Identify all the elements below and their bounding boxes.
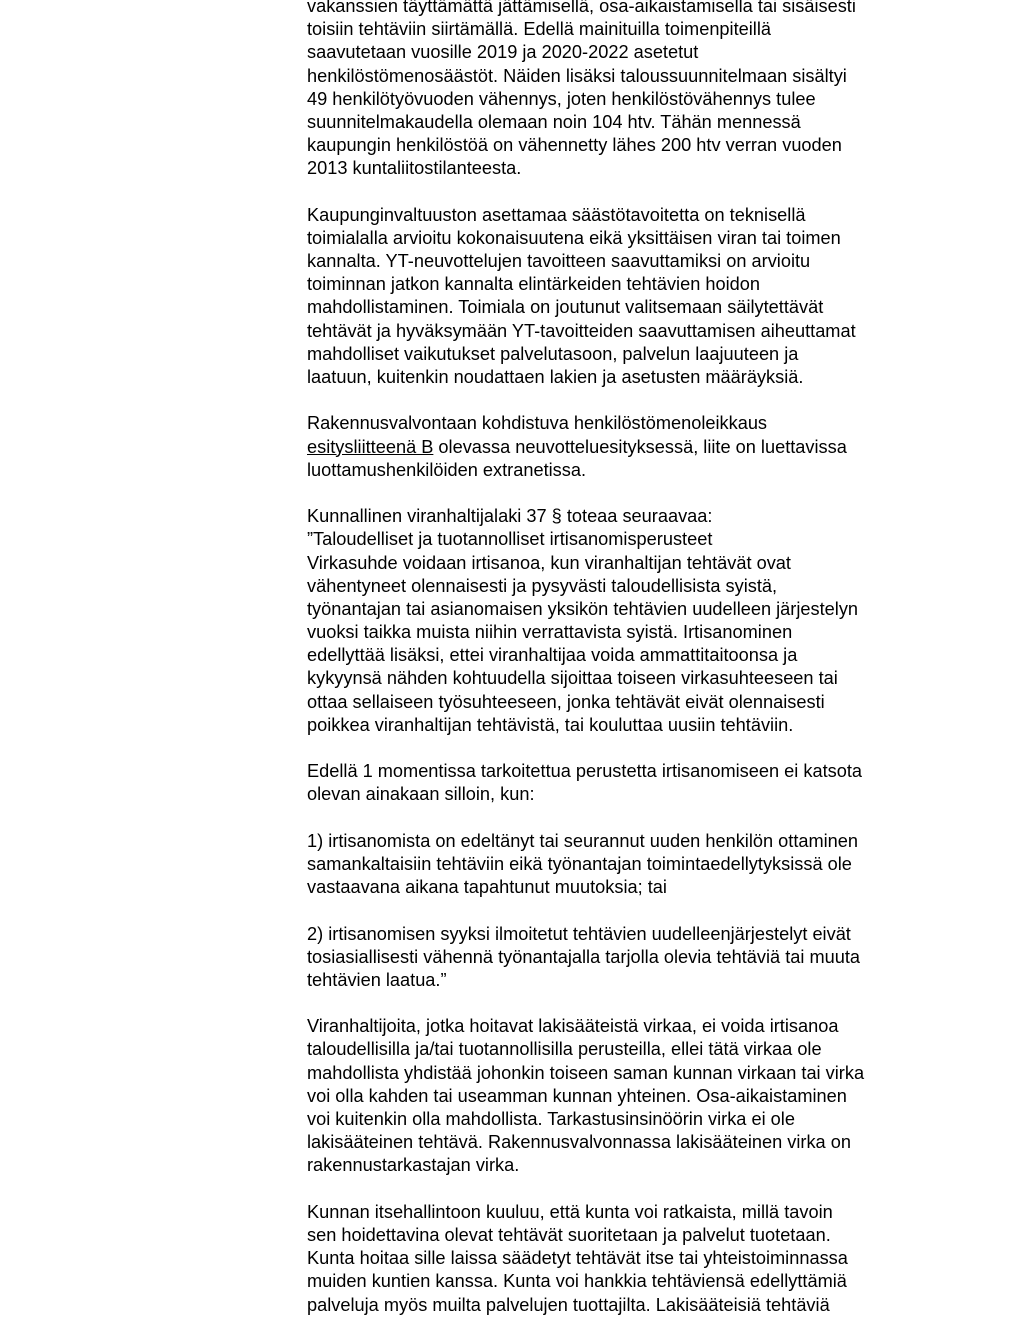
text-line: 49 henkilötyövuoden vähennys, joten henkilöstövähennys tulee — [307, 88, 816, 109]
paragraph-self-government — [307, 1201, 947, 1317]
text-line: tosiasiallisesti vähennä työnantajalla tarjolla olevia tehtäviä tai muuta — [307, 946, 861, 967]
paragraph-spacer — [307, 1178, 947, 1201]
text-line: poikkea viranhaltijan tehtävistä, tai kouluttaa uusiin tehtäviin. — [307, 714, 794, 735]
text-line: ”Taloudelliset ja tuotannolliset irtisanomisperusteet — [307, 529, 713, 550]
text-line: mahdollista yhdistää johonkin toiseen saman kunnan virkaan tai virka — [307, 1062, 865, 1083]
text-line — [307, 436, 947, 459]
text-line: tehtävien laatua.” — [307, 969, 447, 990]
text-line: olevan ainakaan silloin, kun: — [307, 784, 535, 805]
text-line-rest: olevassa neuvotteluesityksessä, liite on luettavissa — [433, 436, 847, 457]
text-line: toimialalla arvioitu kokonaisuutena eikä yksittäisen viran tai toimen — [307, 227, 841, 248]
text-line: edellyttää lisäksi, ettei viranhaltijaa voida ammattitaitoonsa ja — [307, 645, 798, 666]
attachment-b-link[interactable]: esitysliitteenä B — [307, 436, 434, 457]
text-line: lakisääteinen tehtävä. Rakennusvalvonnassa lakisääteinen virka on — [307, 1132, 851, 1153]
text-line: Kaupunginvaltuuston asettamaa säästötavoitetta on teknisellä — [307, 204, 806, 225]
text-line: ottaa sellaiseen työsuhteeseen, jonka tehtävät eivät olennaisesti — [307, 691, 825, 712]
text-line: vähentyneet olennaisesti ja pysyvästi taloudellisista syistä, — [307, 575, 778, 596]
text-line: työnantajan tai asianomaisen yksikön tehtävien uudelleen järjestelyn — [307, 598, 859, 619]
text-line: Kunnan itsehallintoon kuuluu, että kunta voi ratkaista, millä tavoin — [307, 1201, 833, 1222]
text-line: voi kuitenkin olla mahdollista. Tarkastusinsinöörin virka ei ole — [307, 1109, 795, 1129]
text-line: Kunnallinen viranhaltijalaki 37 § toteaa seuraavaa: — [307, 506, 713, 527]
text-line: Edellä 1 momentissa tarkoitettua perustetta irtisanomiseen ei katsota — [307, 761, 863, 782]
text-line: muiden kuntien kanssa. Kunta voi hankkia tehtäviensä edellyttämiä — [307, 1271, 847, 1292]
paragraph-savings-target — [307, 204, 947, 390]
text-line: Rakennusvalvontaan kohdistuva henkilöstömenoleikkaus — [307, 413, 768, 434]
paragraph-building-control-cut — [307, 412, 947, 482]
paragraph-statutory-office — [307, 1015, 947, 1177]
text-line: saavutetaan vuosille 2019 ja 2020-2022 asetetut — [307, 42, 699, 63]
text-line: mahdolliset vaikutukset palvelutasoon, palvelun laajuuteen ja — [307, 343, 799, 364]
text-line: Viranhaltijoita, jotka hoitavat lakisääteistä virkaa, ei voida irtisanoa — [307, 1016, 839, 1037]
text-line: rakennustarkastajan virka. — [307, 1155, 520, 1176]
text-line: laatuun, kuitenkin noudattaen lakien ja asetusten määräyksiä. — [307, 367, 804, 387]
text-line: palveluja myös muilta palvelujen tuottajilta. Lakisääteisiä tehtäviä — [307, 1294, 830, 1315]
text-line: sen hoidettavina olevat tehtävät suoritetaan ja palvelut tuotetaan. — [307, 1224, 831, 1245]
text-line: toisiin tehtäviin siirtämällä. Edellä mainituilla toimenpiteillä — [307, 19, 771, 40]
text-line: 2013 kuntaliitostilanteesta. — [307, 158, 522, 179]
paragraph-spacer — [307, 181, 947, 204]
paragraph-spacer — [307, 992, 947, 1015]
text-line: henkilöstömenosäästöt. Näiden lisäksi taloussuunnitelmaan sisältyi — [307, 65, 847, 86]
text-line: vakanssien täyttämättä jättämisellä, osa-aikaistamisella tai sisäisesti — [307, 0, 856, 16]
document-body — [307, 0, 947, 1317]
paragraph-item-2 — [307, 923, 947, 993]
text-line: samankaltaisiin tehtäviin eikä työnantajan toimintaedellytyksissä ole — [307, 853, 852, 874]
paragraph-law-quote — [307, 505, 947, 737]
paragraph-spacer — [307, 737, 947, 760]
text-line: kannalta. YT-neuvottelujen tavoitteen saavuttamiksi on arvioitu — [307, 251, 811, 272]
paragraph-spacer — [307, 899, 947, 922]
text-line: Virkasuhde voidaan irtisanoa, kun viranhaltijan tehtävät ovat — [307, 552, 791, 573]
text-line: vastaavana aikana tapahtunut muutoksia; tai — [307, 877, 667, 898]
text-line: kaupungin henkilöstöä on vähennetty lähes 200 htv verran vuoden — [307, 135, 842, 156]
text-line: suunnitelmakaudella olemaan noin 104 htv. Tähän mennessä — [307, 111, 801, 132]
paragraph-spacer — [307, 807, 947, 830]
text-line: 1) irtisanomista on edeltänyt tai seurannut uuden henkilön ottaminen — [307, 830, 859, 851]
paragraph-staff-savings — [307, 0, 947, 181]
text-line: toiminnan jatkon kannalta elintärkeiden tehtävien hoidon — [307, 274, 760, 295]
text-line: mahdollistaminen. Toimiala on joutunut valitsemaan säilytettävät — [307, 297, 824, 318]
paragraph-moment-1 — [307, 760, 947, 806]
paragraph-item-1 — [307, 830, 947, 900]
text-line: Kunta hoitaa sille laissa säädetyt tehtävät itse tai yhteistoiminnassa — [307, 1248, 848, 1269]
text-line: luottamushenkilöiden extranetissa. — [307, 459, 587, 480]
text-line: tehtävät ja hyväksymään YT-tavoitteiden saavuttamisen aiheuttamat — [307, 320, 856, 341]
text-line: voi olla kahden tai useamman kunnan yhteinen. Osa-aikaistaminen — [307, 1085, 847, 1106]
text-line: taloudellisilla ja/tai tuotannollisilla perusteilla, ellei tätä virkaa ole — [307, 1039, 822, 1060]
text-line: kykyynsä nähden kohtuudella sijoittaa toiseen virkasuhteeseen tai — [307, 668, 838, 689]
text-line: vuoksi taikka muista niihin verrattavista syistä. Irtisanominen — [307, 622, 793, 643]
text-line: 2) irtisanomisen syyksi ilmoitetut tehtävien uudelleenjärjestelyt eivät — [307, 923, 851, 944]
paragraph-spacer — [307, 389, 947, 412]
paragraph-spacer — [307, 482, 947, 505]
